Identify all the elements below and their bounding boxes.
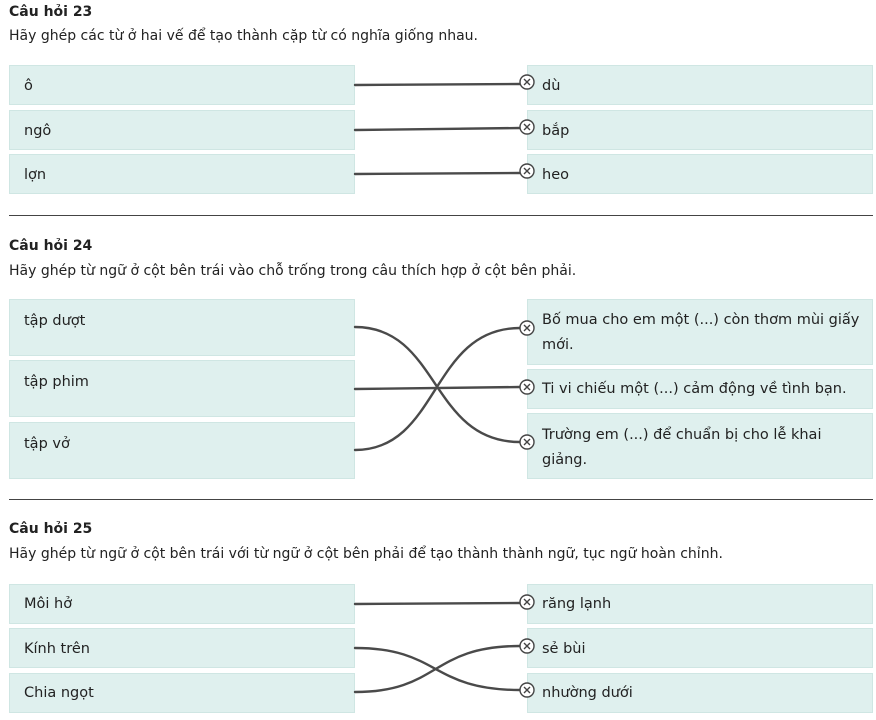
q23-left-item-1[interactable]: ô [9,65,355,105]
q24-right-item-1[interactable]: Bố mua cho em một (...) còn thơm mùi giấy mới. [527,299,873,365]
x-circle-icon[interactable] [520,639,534,653]
x-circle-icon[interactable] [520,75,534,89]
question-23-title: Câu hỏi 23 [9,4,93,20]
connection-line [355,646,520,692]
q24-right-item-2[interactable]: Ti vi chiếu một (...) cảm động về tình bạn. [527,369,873,409]
q24-left-item-2[interactable]: tập phim [9,360,355,417]
connection-line [355,173,520,174]
q23-left-item-2[interactable]: ngô [9,110,355,150]
connection-line [355,327,520,442]
question-25-text: Hãy ghép từ ngữ ở cột bên trái với từ ngữ ở cột bên phải để tạo thành thành ngữ, tục ngữ hoàn chỉnh. [9,546,723,562]
x-circle-icon[interactable] [520,120,534,134]
question-25-title: Câu hỏi 25 [9,521,93,537]
q24-right-item-3[interactable]: Trường em (...) để chuẩn bị cho lễ khai giảng. [527,413,873,479]
divider [9,215,873,216]
connection-line [355,603,520,604]
x-circle-icon[interactable] [520,380,534,394]
x-circle-icon[interactable] [520,435,534,449]
question-24-title: Câu hỏi 24 [9,238,93,254]
q25-left-item-3[interactable]: Chia ngọt [9,673,355,713]
x-circle-icon[interactable] [520,595,534,609]
q24-left-item-1[interactable]: tập dượt [9,299,355,356]
q24-left-item-3[interactable]: tập vở [9,422,355,479]
x-circle-icon[interactable] [520,164,534,178]
q25-right-item-1[interactable]: răng lạnh [527,584,873,624]
q25-left-item-2[interactable]: Kính trên [9,628,355,668]
q23-right-item-2[interactable]: bắp [527,110,873,150]
question-24-text: Hãy ghép từ ngữ ở cột bên trái vào chỗ trống trong câu thích hợp ở cột bên phải. [9,263,577,279]
question-23-text: Hãy ghép các từ ở hai vế để tạo thành cặp từ có nghĩa giống nhau. [9,28,479,44]
q25-right-item-3[interactable]: nhường dưới [527,673,873,713]
q25-right-item-2[interactable]: sẻ bùi [527,628,873,668]
q25-left-item-1[interactable]: Môi hở [9,584,355,624]
connection-line [355,387,520,389]
q23-right-item-3[interactable]: heo [527,154,873,194]
connection-line [355,128,520,130]
divider [9,499,873,500]
x-circle-icon[interactable] [520,321,534,335]
connection-line [355,328,520,450]
connection-line [355,84,520,85]
connection-line [355,648,520,690]
q23-left-item-3[interactable]: lợn [9,154,355,194]
q23-right-item-1[interactable]: dù [527,65,873,105]
x-circle-icon[interactable] [520,683,534,697]
